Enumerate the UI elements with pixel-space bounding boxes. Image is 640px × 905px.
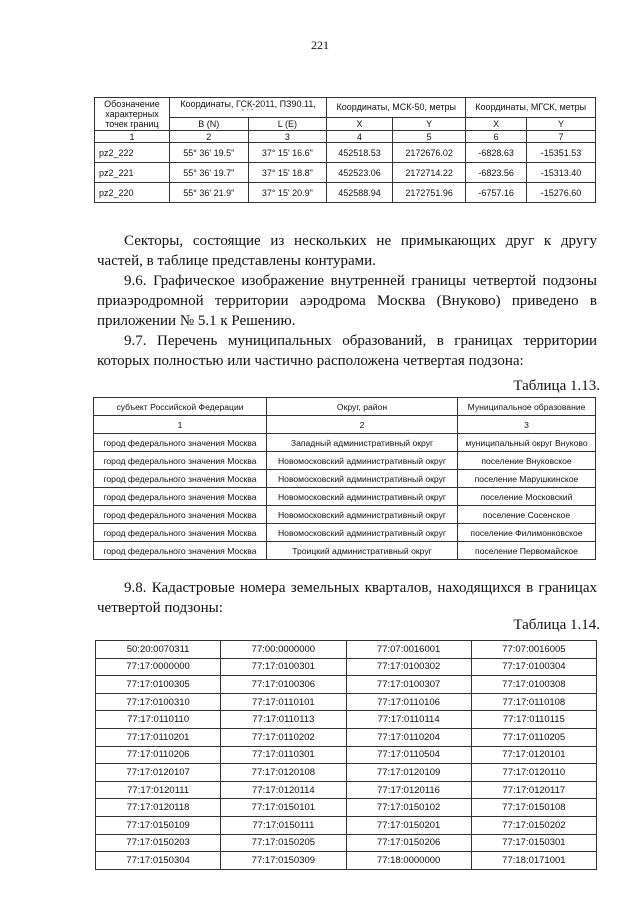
cadastral-number-cell: 77:17:0150202 [471, 816, 596, 834]
cadastral-number-cell: 77:07:0016001 [346, 641, 471, 659]
table-cell: 37° 15' 18.8" [248, 163, 327, 183]
cadastral-number-cell: 77:17:0120114 [221, 781, 346, 799]
table-row [94, 506, 596, 524]
table-row [95, 163, 596, 183]
header-x2: X [466, 117, 527, 130]
table-cell: pz2_222 [95, 143, 170, 163]
cadastral-number-cell: 77:17:0150109 [96, 816, 221, 834]
cadastral-number-cell: 77:17:0110101 [221, 693, 346, 711]
table-row [94, 542, 596, 560]
table-cell: -15351.53 [526, 143, 595, 163]
cadastral-number-cell: 77:17:0120118 [96, 799, 221, 817]
cadastral-number-cell: 77:17:0150205 [221, 834, 346, 852]
header-x1: X [327, 117, 393, 130]
paragraph-sectors: Секторы, состоящие из нескольких не примыкающих друг к другу частей, в таблице представлены контурами. [97, 233, 597, 269]
cadastral-number-cell: 77:17:0150102 [346, 799, 471, 817]
cadastral-number-cell: 77:17:0110108 [471, 693, 596, 711]
header-gsk-units: ° ' " [241, 109, 255, 116]
cadastral-number-cell: 50:20:0070311 [96, 641, 221, 659]
cadastral-number-cell: 77:17:0150309 [221, 852, 346, 870]
table-header-row [95, 98, 596, 118]
index-cell: 2 [170, 131, 249, 143]
table-cell: город федерального значения Москва [94, 452, 267, 470]
index-cell: 1 [94, 416, 267, 434]
table-cell: 452518.53 [327, 143, 393, 163]
header-gsk [170, 98, 327, 118]
cadastral-number-cell: 77:17:0150206 [346, 834, 471, 852]
table-cell: Новомосковский административный округ [267, 506, 458, 524]
cadastral-number-cell: 77:17:0100304 [471, 658, 596, 676]
cadastral-table [95, 640, 597, 870]
table-row [94, 470, 596, 488]
table-row [96, 816, 597, 834]
table-cell: Западный административный округ [267, 434, 458, 452]
table-cell: -6757.16 [466, 183, 527, 203]
cadastral-number-cell: 77:17:0150108 [471, 799, 596, 817]
cadastral-number-cell: 77:07:0016005 [471, 641, 596, 659]
cadastral-number-cell: 77:17:0110114 [346, 711, 471, 729]
table-cell: -15276.60 [526, 183, 595, 203]
table-row [95, 183, 596, 203]
table-cell: город федерального значения Москва [94, 506, 267, 524]
cadastral-number-cell: 77:17:0110106 [346, 693, 471, 711]
table-row [96, 834, 597, 852]
table-row [94, 488, 596, 506]
table-row [96, 852, 597, 870]
cadastral-number-cell: 77:17:0110113 [221, 711, 346, 729]
cadastral-number-cell: 77:17:0150203 [96, 834, 221, 852]
cadastral-number-cell: 77:17:0100301 [221, 658, 346, 676]
cadastral-number-cell: 77:17:0120101 [471, 746, 596, 764]
table-cell: город федерального значения Москва [94, 470, 267, 488]
cadastral-number-cell: 77:17:0110504 [346, 746, 471, 764]
table-row [96, 728, 597, 746]
cadastral-number-cell: 77:17:0110204 [346, 728, 471, 746]
table-cell: pz2_220 [95, 183, 170, 203]
table-cell: -6823.56 [466, 163, 527, 183]
cadastral-number-cell: 77:17:0110115 [471, 711, 596, 729]
municipalities-table [93, 397, 596, 560]
index-cell: 6 [466, 131, 527, 143]
table-row [96, 781, 597, 799]
header-l: L (E) [248, 117, 327, 130]
cadastral-number-cell: 77:17:0110202 [221, 728, 346, 746]
table-row [96, 711, 597, 729]
cadastral-number-cell: 77:17:0100307 [346, 676, 471, 694]
table-header-row [94, 398, 596, 416]
table-cell: 2172751.96 [392, 183, 465, 203]
cadastral-number-cell: 77:17:0150304 [96, 852, 221, 870]
cadastral-number-cell: 77:17:0110110 [96, 711, 221, 729]
cadastral-number-cell: 77:17:0120107 [96, 764, 221, 782]
table-cell: Новомосковский административный округ [267, 524, 458, 542]
cadastral-number-cell: 77:17:0150111 [221, 816, 346, 834]
table-cell: город федерального значения Москва [94, 542, 267, 560]
table-cell: 37° 15' 20.9" [248, 183, 327, 203]
table-cell: поселение Сосенское [458, 506, 596, 524]
table-cell: -15313.40 [526, 163, 595, 183]
table-row [94, 452, 596, 470]
header-y2: Y [526, 117, 595, 130]
table-cell: 55° 36' 21.9" [170, 183, 249, 203]
table-cell: 2172676.02 [392, 143, 465, 163]
table-cell: 452523.06 [327, 163, 393, 183]
table-row [96, 764, 597, 782]
cadastral-number-cell: 77:17:0120117 [471, 781, 596, 799]
table-cell: -6828.63 [466, 143, 527, 163]
cadastral-number-cell: 77:17:0120108 [221, 764, 346, 782]
table-cell: Новомосковский административный округ [267, 488, 458, 506]
table-cell: город федерального значения Москва [94, 434, 267, 452]
cadastral-table-body [96, 641, 597, 870]
table-subheader-row [95, 117, 596, 130]
table-cell: поселение Марушкинское [458, 470, 596, 488]
index-cell: 7 [526, 131, 595, 143]
cadastral-number-cell: 77:17:0150201 [346, 816, 471, 834]
header-subject: субъект Российской Федерации [94, 398, 267, 416]
header-municipality: Муниципальное образование [458, 398, 596, 416]
table-cell: город федерального значения Москва [94, 488, 267, 506]
cadastral-number-cell: 77:17:0150101 [221, 799, 346, 817]
table-cell: 452588.94 [327, 183, 393, 203]
page-number: 221 [311, 38, 329, 52]
header-y1: Y [392, 117, 465, 130]
index-cell: 5 [392, 131, 465, 143]
header-msk50: Координаты, МСК-50, метры [327, 98, 466, 118]
header-gsk-label: Координаты, ГСК-2011, ПЗ90.11, [180, 99, 316, 110]
cadastral-number-cell: 77:18:0000000 [346, 852, 471, 870]
header-district: Округ, район [267, 398, 458, 416]
table-row [96, 746, 597, 764]
table-row [96, 641, 597, 659]
table-caption-1-13: Таблица 1.13. [513, 378, 600, 394]
table-cell: Новомосковский административный округ [267, 470, 458, 488]
table-cell: поселение Первомайское [458, 542, 596, 560]
table-cell: 55° 36' 19.7" [170, 163, 249, 183]
index-row [95, 131, 596, 143]
header-b: B (N) [170, 117, 249, 130]
table-row [96, 676, 597, 694]
cadastral-number-cell: 77:17:0100305 [96, 676, 221, 694]
cadastral-number-cell: 77:17:0110301 [221, 746, 346, 764]
cadastral-number-cell: 77:17:0110206 [96, 746, 221, 764]
index-cell: 3 [458, 416, 596, 434]
cadastral-number-cell: 77:17:0150301 [471, 834, 596, 852]
table-cell: 37° 15' 16.6" [248, 143, 327, 163]
header-mgsk: Координаты, МГСК, метры [466, 98, 596, 118]
table-caption-1-14: Таблица 1.14. [513, 617, 600, 633]
table-cell: 2172714.22 [392, 163, 465, 183]
table-cell: pz2_221 [95, 163, 170, 183]
table-cell: поселение Московский [458, 488, 596, 506]
cadastral-number-cell: 77:17:0120116 [346, 781, 471, 799]
index-cell: 2 [267, 416, 458, 434]
index-cell: 3 [248, 131, 327, 143]
paragraph-9-7: 9.7. Перечень муниципальных образований, в границах территории которых полностью или частично расположена четвертая подзона: [97, 333, 597, 369]
cadastral-number-cell: 77:17:0120111 [96, 781, 221, 799]
index-cell: 1 [95, 131, 170, 143]
cadastral-number-cell: 77:17:0100306 [221, 676, 346, 694]
cadastral-number-cell: 77:17:0110201 [96, 728, 221, 746]
index-cell: 4 [327, 131, 393, 143]
cadastral-number-cell: 77:17:0100310 [96, 693, 221, 711]
table-row [96, 799, 597, 817]
cadastral-number-cell: 77:17:0100308 [471, 676, 596, 694]
paragraph-9-6: 9.6. Графическое изображение внутренней границы четвертой подзоны приаэродромной территории аэродрома Москва (Внуково) приведено в приложении № 5.1 к Решению. [97, 273, 597, 329]
table-cell: 55° 36' 19.5" [170, 143, 249, 163]
table-row [94, 524, 596, 542]
table-row [94, 434, 596, 452]
cadastral-number-cell: 77:17:0000000 [96, 658, 221, 676]
coordinates-table [94, 97, 596, 203]
table-cell: поселение Внуковское [458, 452, 596, 470]
paragraph-9-8: 9.8. Кадастровые номера земельных кварталов, находящихся в границах четвертой подзоны: [97, 580, 597, 616]
cadastral-number-cell: 77:00:0000000 [221, 641, 346, 659]
cadastral-number-cell: 77:17:0110205 [471, 728, 596, 746]
cadastral-number-cell: 77:17:0100302 [346, 658, 471, 676]
table-row [95, 143, 596, 163]
cadastral-number-cell: 77:18:0171001 [471, 852, 596, 870]
table-row [96, 693, 597, 711]
index-row [94, 416, 596, 434]
table-cell: город федерального значения Москва [94, 524, 267, 542]
cadastral-number-cell: 77:17:0120109 [346, 764, 471, 782]
table-cell: поселение Филимонковское [458, 524, 596, 542]
header-point: Обозначение характерных точек границ [95, 98, 170, 131]
table-cell: муниципальный округ Внуково [458, 434, 596, 452]
table-row [96, 658, 597, 676]
cadastral-number-cell: 77:17:0120110 [471, 764, 596, 782]
table-cell: Новомосковский административный округ [267, 452, 458, 470]
table-cell: Троицкий административный округ [267, 542, 458, 560]
